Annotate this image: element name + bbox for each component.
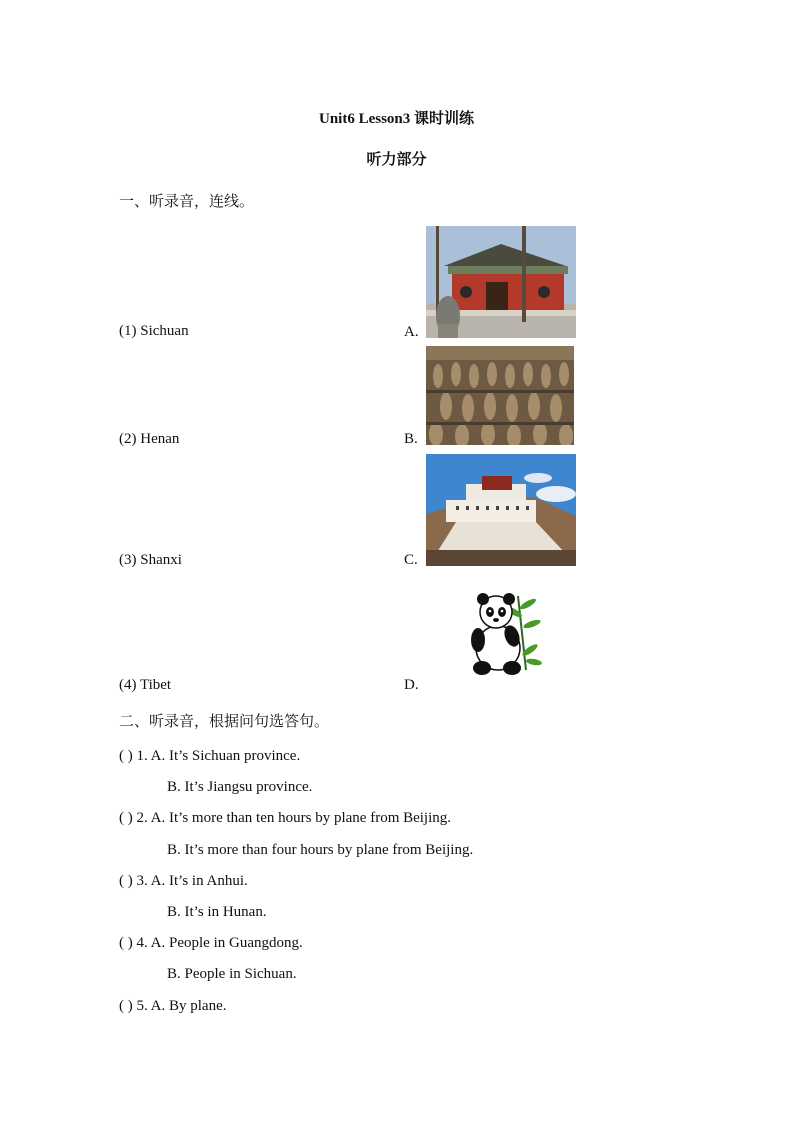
question-1-option-b: B. It’s Jiangsu province. (167, 779, 313, 795)
letter-a: A. (404, 324, 419, 340)
temple-photo (426, 226, 576, 338)
question-1-option-a: ( ) 1. A. It’s Sichuan province. (119, 748, 301, 764)
section2-heading: 二、听录音，根据问句选答句。 (119, 712, 330, 730)
panda-clipart (468, 590, 542, 676)
letter-b: B. (404, 431, 418, 447)
letter-d: D. (404, 677, 419, 693)
question-2-option-b: B. It’s more than four hours by plane from Beijing. (167, 842, 474, 858)
page-title: Unit6 Lesson3 课时训练 (318, 111, 475, 127)
section-subtitle: 听力部分 (366, 152, 427, 168)
question-2-option-a: ( ) 2. A. It’s more than ten hours by plane from Beijing. (119, 810, 452, 826)
match-item-4: (4) Tibet (119, 677, 172, 693)
match-item-2: (2) Henan (119, 431, 180, 447)
section1-heading: 一、听录音，连线。 (119, 192, 255, 210)
letter-c: C. (404, 552, 418, 568)
potala-palace-photo (426, 454, 576, 566)
question-3-option-b: B. It’s in Hunan. (167, 904, 267, 920)
terracotta-warriors-photo (426, 346, 574, 445)
question-3-option-a: ( ) 3. A. It’s in Anhui. (119, 873, 248, 889)
question-4-option-b: B. People in Sichuan. (167, 966, 297, 982)
question-4-option-a: ( ) 4. A. People in Guangdong. (119, 935, 303, 951)
match-item-1: (1) Sichuan (119, 323, 189, 339)
match-item-3: (3) Shanxi (119, 552, 182, 568)
question-5-option-a: ( ) 5. A. By plane. (119, 998, 227, 1014)
